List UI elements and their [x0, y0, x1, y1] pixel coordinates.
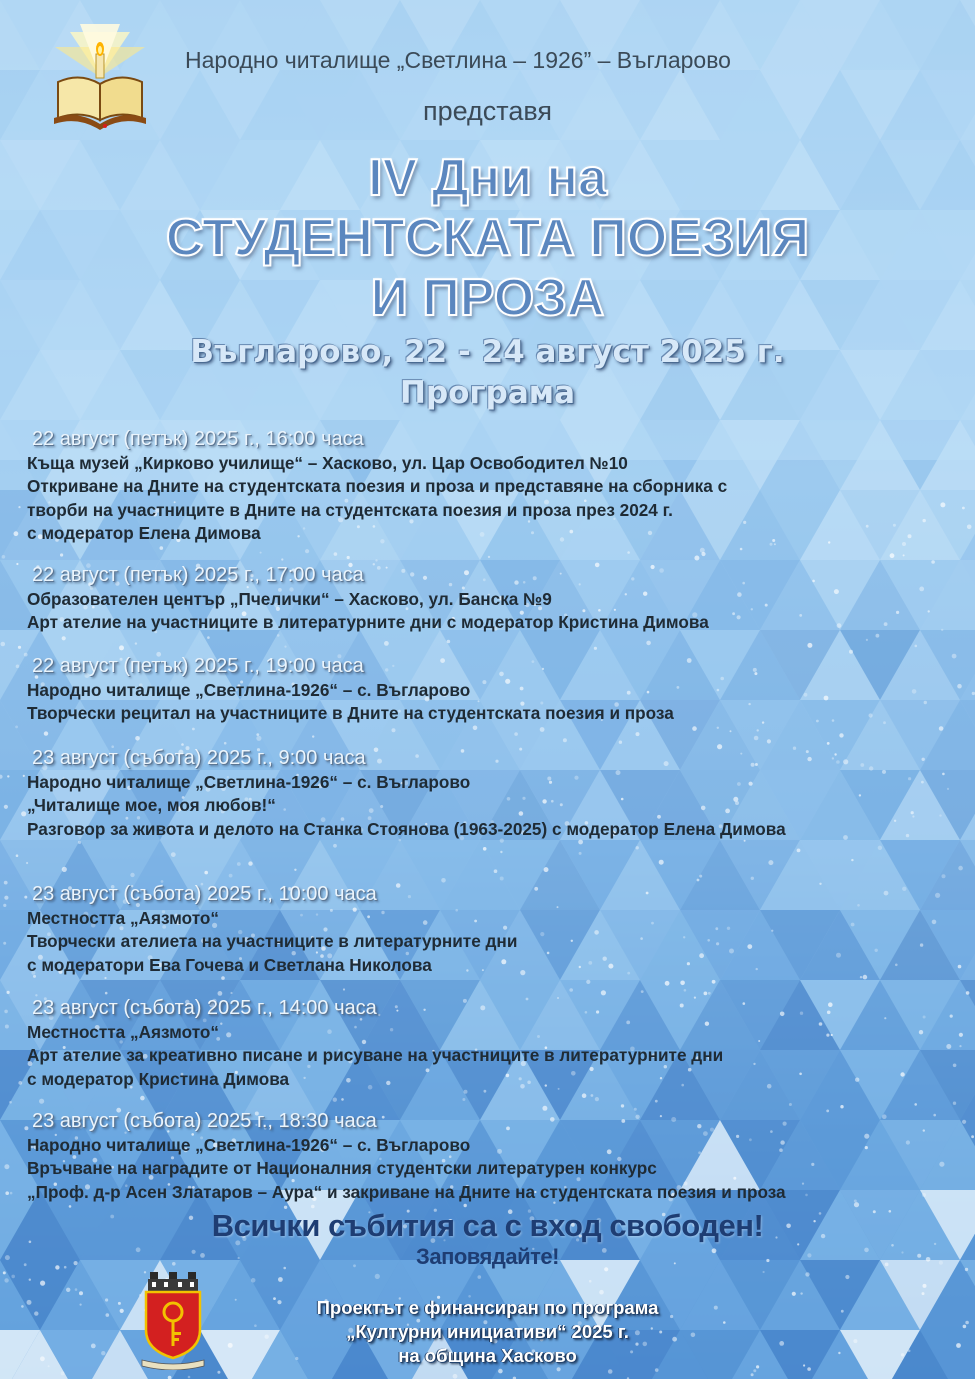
organization-name: Народно читалище „Светлина – 1926” – Въгларово: [185, 47, 731, 73]
event-block: [27, 653, 674, 726]
municipal-crest-icon: [138, 1270, 208, 1370]
funding-line-3: на община Хасково: [398, 1345, 577, 1366]
event-line: Местността „Аязмото“: [27, 908, 219, 928]
event-heading: 22 август (петък) 2025 г., 19:00 часа: [32, 655, 364, 677]
event-block: [27, 745, 786, 841]
event-line: „Читалище мое, моя любов!“: [27, 795, 276, 816]
program-heading: Програма: [400, 375, 575, 411]
event-heading: 22 август (петък) 2025 г., 16:00 часа: [32, 428, 364, 450]
event-line: Разговор за живота и делото на Станка Стоянова (1963-2025) с модератор Елена Димова: [27, 818, 786, 839]
event-line: с модератор Кристина Димова: [27, 1068, 290, 1089]
event-line: Народно читалище „Светлина-1926“ – с. Въгларово: [27, 1135, 471, 1155]
presents-text: представя: [422, 96, 553, 126]
event-line: с модератори Ева Гочева и Светлана Николова: [27, 954, 432, 975]
event-line: Творчески рецитал на участниците в Дните на студентската поезия и проза: [27, 703, 674, 724]
place-dates: Въгларово, 22 - 24 август 2025 г.: [190, 334, 785, 370]
funding-line-1: Проектът е финансиран по програма: [316, 1297, 659, 1318]
event-line: с модератор Елена Димова: [27, 522, 261, 543]
event-line: Къща музей „Кирково училище“ – Хасково, ул. Цар Освободител №10: [27, 453, 628, 473]
funding-line-2: „Културни инициативи“ 2025 г.: [346, 1321, 629, 1342]
event-block: [27, 1108, 786, 1204]
welcome-text: Заповядайте!: [416, 1244, 559, 1269]
title-line-2: СТУДЕНТСКАТА ПОЕЗИЯ: [165, 209, 810, 267]
event-heading: 22 август (петък) 2025 г., 17:00 часа: [32, 564, 364, 586]
free-entry-notice: Всички събития са с вход свободен!: [211, 1208, 764, 1243]
title-line-3: И ПРОЗА: [370, 269, 605, 327]
event-heading: 23 август (събота) 2025 г., 18:30 часа: [32, 1110, 377, 1132]
event-line: Арт ателие на участниците в литературните дни с модератор Кристина Димова: [27, 612, 709, 633]
event-heading: 23 август (събота) 2025 г., 9:00 часа: [32, 747, 366, 769]
event-line: творби на участниците в Дните на студентската поезия и проза през 2024 г.: [27, 499, 673, 520]
event-line: Образователен център „Пчелички“ – Хасково, ул. Банска №9: [27, 589, 552, 609]
title-line-1: IV Дни на: [368, 149, 607, 207]
event-block: [27, 562, 709, 635]
event-line: Народно читалище „Светлина-1926“ – с. Въгларово: [27, 680, 471, 700]
event-line: Народно читалище „Светлина-1926“ – с. Въгларово: [27, 772, 471, 792]
event-line: Местността „Аязмото“: [27, 1022, 219, 1042]
event-line: Арт ателие за креативно писане и рисуване на участниците в литературните дни: [27, 1045, 724, 1066]
event-block: [27, 881, 517, 977]
event-line: Творчески ателиета на участниците в литературните дни: [27, 931, 518, 952]
event-block: [27, 995, 723, 1091]
event-line: Откриване на Дните на студентската поезия и проза и представяне на сборника с: [27, 476, 728, 497]
event-line: Връчване на наградите от Националния студентски литературен конкурс: [27, 1158, 657, 1179]
event-block: [27, 426, 727, 545]
event-heading: 23 август (събота) 2025 г., 10:00 часа: [32, 883, 377, 905]
event-heading: 23 август (събота) 2025 г., 14:00 часа: [32, 997, 377, 1019]
event-line: „Проф. д-р Асен Златаров – Аура“ и закриване на Дните на студентската поезия и проза: [27, 1181, 786, 1202]
